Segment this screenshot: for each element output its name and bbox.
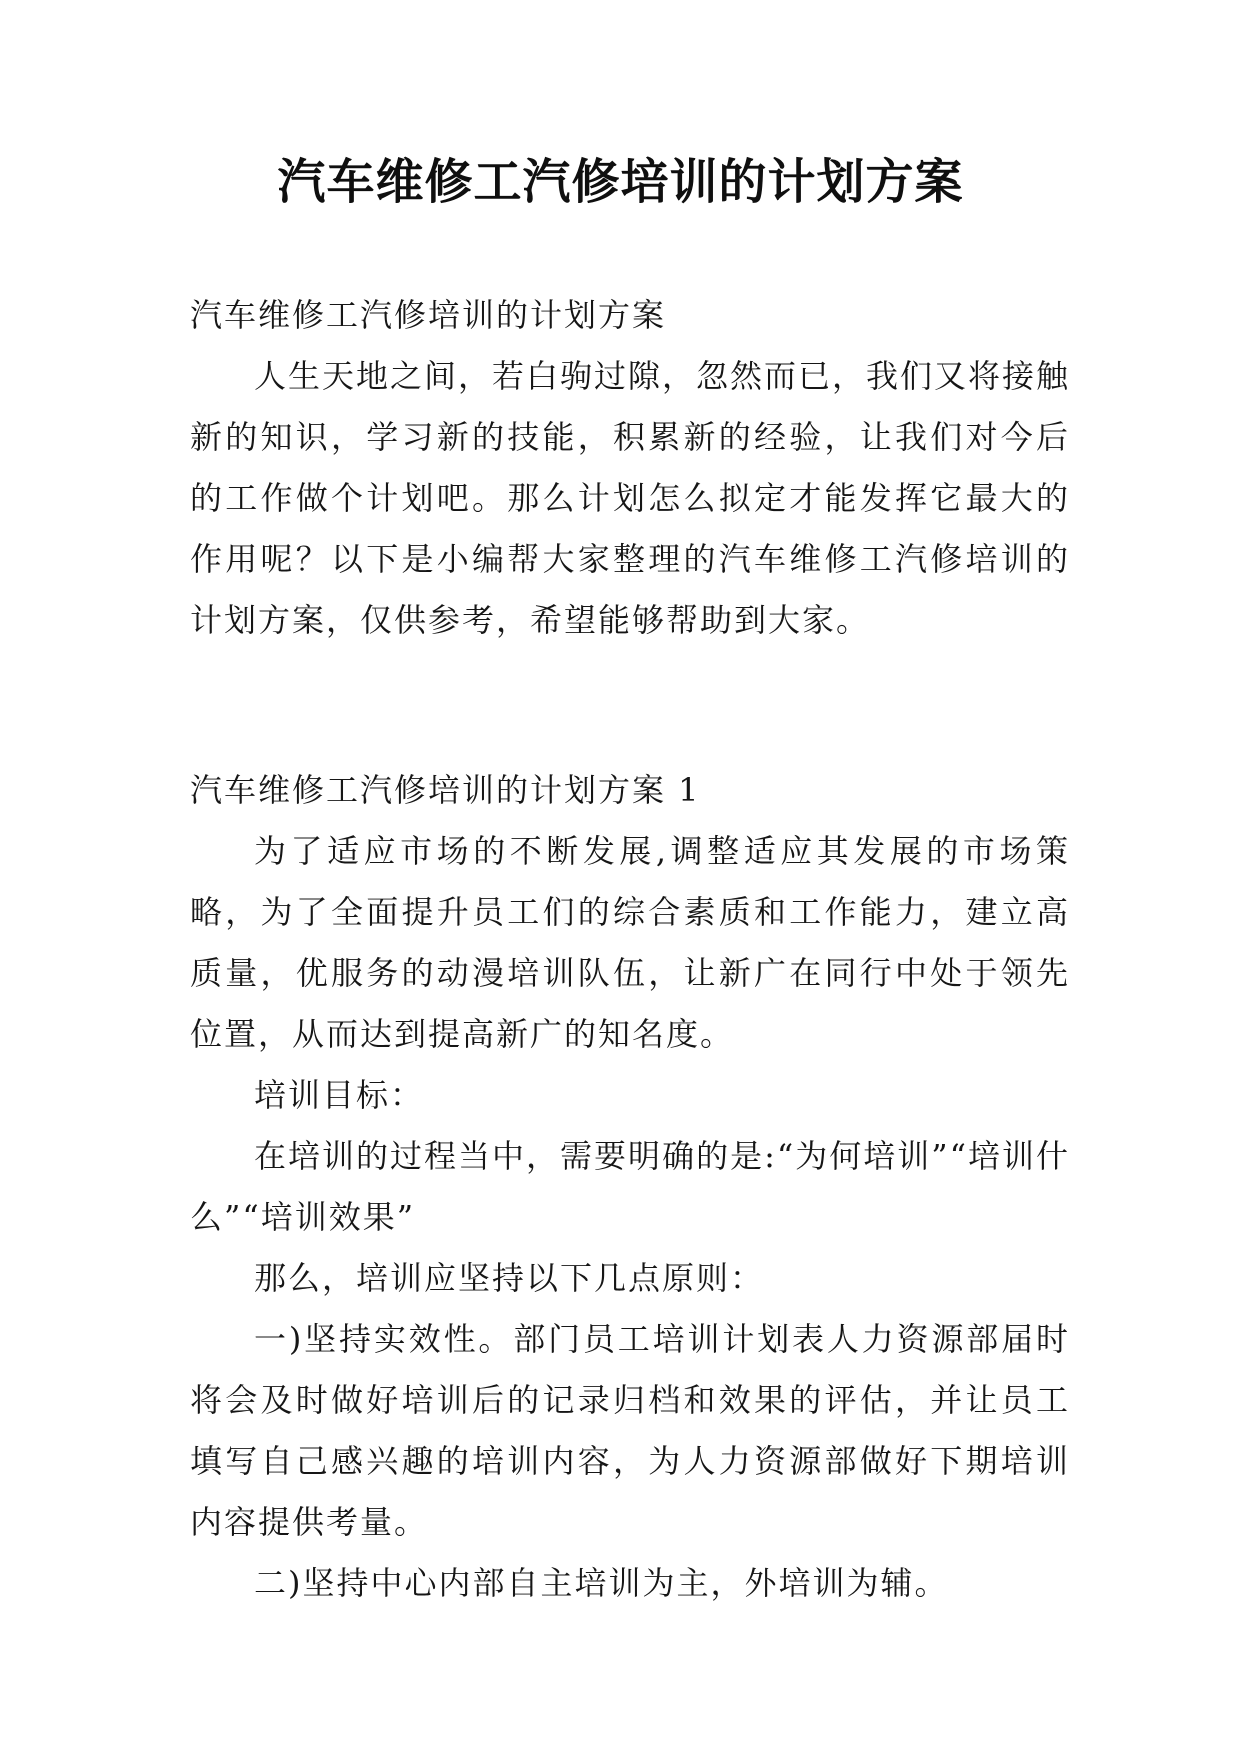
intro-section — [190, 285, 1070, 651]
section-1 — [190, 760, 1070, 1614]
section-1-paragraph-principle-2: 二)坚持中心内部自主培训为主，外培训为辅。 — [254, 1564, 949, 1602]
document-title: 汽车维修工汽修培训的计划方案 — [277, 154, 964, 210]
section-1-paragraph-principles-intro: 那么，培训应坚持以下几点原则： — [254, 1259, 765, 1297]
section-1-paragraph-questions: 在培训的过程当中，需要明确的是:“为何培训”“培训什么”“培训效果” — [190, 1137, 1070, 1236]
section-1-heading: 汽车维修工汽修培训的计划方案 1 — [190, 771, 701, 809]
section-1-paragraph-purpose: 为了适应市场的不断发展,调整适应其发展的市场策略，为了全面提升员工们的综合素质和工作能力，建立高质量，优服务的动漫培训队伍，让新广在同行中处于领先位置，从而达到提高新广的知名度。 — [190, 832, 1070, 1053]
intro-paragraph: 人生天地之间，若白驹过隙，忽然而已，我们又将接触新的知识，学习新的技能，积累新的经验，让我们对今后的工作做个计划吧。那么计划怎么拟定才能发挥它最大的作用呢？以下是小编帮大家整理的汽车维修工汽修培训的计划方案，仅供参考，希望能够帮助到大家。 — [190, 357, 1071, 639]
intro-heading: 汽车维修工汽修培训的计划方案 — [190, 296, 667, 334]
section-1-paragraph-principle-1: 一)坚持实效性。部门员工培训计划表人力资源部届时将会及时做好培训后的记录归档和效果的评估，并让员工填写自己感兴趣的培训内容，为人力资源部做好下期培训内容提供考量。 — [190, 1320, 1070, 1541]
section-1-paragraph-goal-label: 培训目标： — [254, 1076, 425, 1114]
